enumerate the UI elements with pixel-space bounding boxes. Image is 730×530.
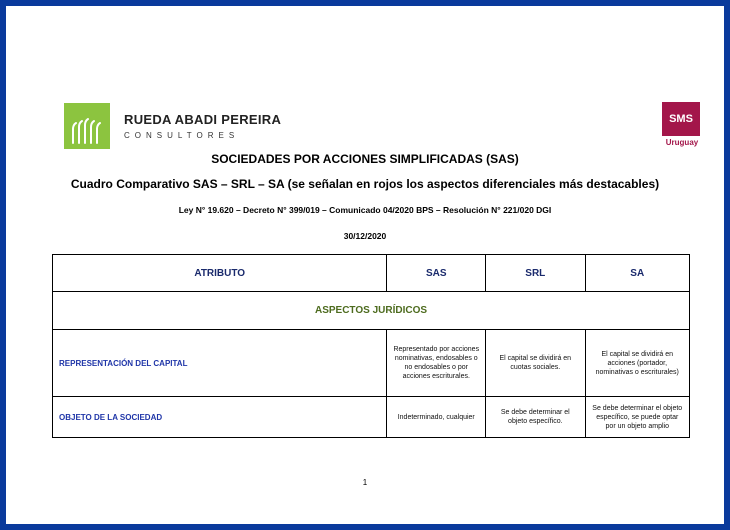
- header-sa: SA: [585, 255, 689, 292]
- sa-cell: El capital se dividirá en acciones (portador, nominativas o escriturales): [585, 330, 689, 397]
- document-subtitle: Cuadro Comparativo SAS – SRL – SA (se señalan en rojos los aspectos diferenciales más destacables): [70, 177, 660, 191]
- law-reference: Ley N° 19.620 – Decreto N° 399/019 – Comunicado 04/2020 BPS – Resolución N° 221/020 DGI: [178, 205, 552, 215]
- table-header-row: [53, 255, 690, 292]
- attribute-label: OBJETO DE LA SOCIEDAD: [53, 397, 387, 438]
- rueda-abadi-pereira-logo: [64, 103, 281, 149]
- sms-logo-mark: SMS: [662, 102, 700, 136]
- logo-name: RUEDA ABADI PEREIRA: [124, 112, 282, 127]
- comparison-table: [52, 254, 690, 438]
- section-title: ASPECTOS JURÍDICOS: [53, 292, 690, 330]
- header-srl: SRL: [486, 255, 585, 292]
- header-atributo: ATRIBUTO: [53, 255, 387, 292]
- sas-cell: Indeterminado, cualquier: [387, 397, 486, 438]
- sas-cell: Representado por acciones nominativas, endosables o no endosables o por acciones escriturales.: [387, 330, 486, 397]
- sa-cell: Se debe determinar el objeto específico, se puede optar por un objeto amplio: [585, 397, 689, 438]
- sms-uruguay-logo: [662, 102, 702, 147]
- section-row: [53, 292, 690, 330]
- srl-cell: Se debe determinar el objeto específico.: [486, 397, 585, 438]
- attribute-label: REPRESENTACIÓN DEL CAPITAL: [53, 330, 387, 397]
- table-row: [53, 397, 690, 438]
- document-page: [12, 12, 718, 518]
- table-row: [53, 330, 690, 397]
- srl-cell: El capital se dividirá en cuotas sociales.: [486, 330, 585, 397]
- logo-subtitle: CONSULTORES: [124, 131, 240, 140]
- document-title: SOCIEDADES POR ACCIONES SIMPLIFICADAS (SAS): [211, 152, 519, 166]
- document-date: 30/12/2020: [343, 231, 387, 241]
- sms-logo-country: Uruguay: [665, 138, 699, 147]
- leaf-logo-icon: [64, 103, 110, 149]
- header-sas: SAS: [387, 255, 486, 292]
- page-number: 1: [362, 478, 368, 487]
